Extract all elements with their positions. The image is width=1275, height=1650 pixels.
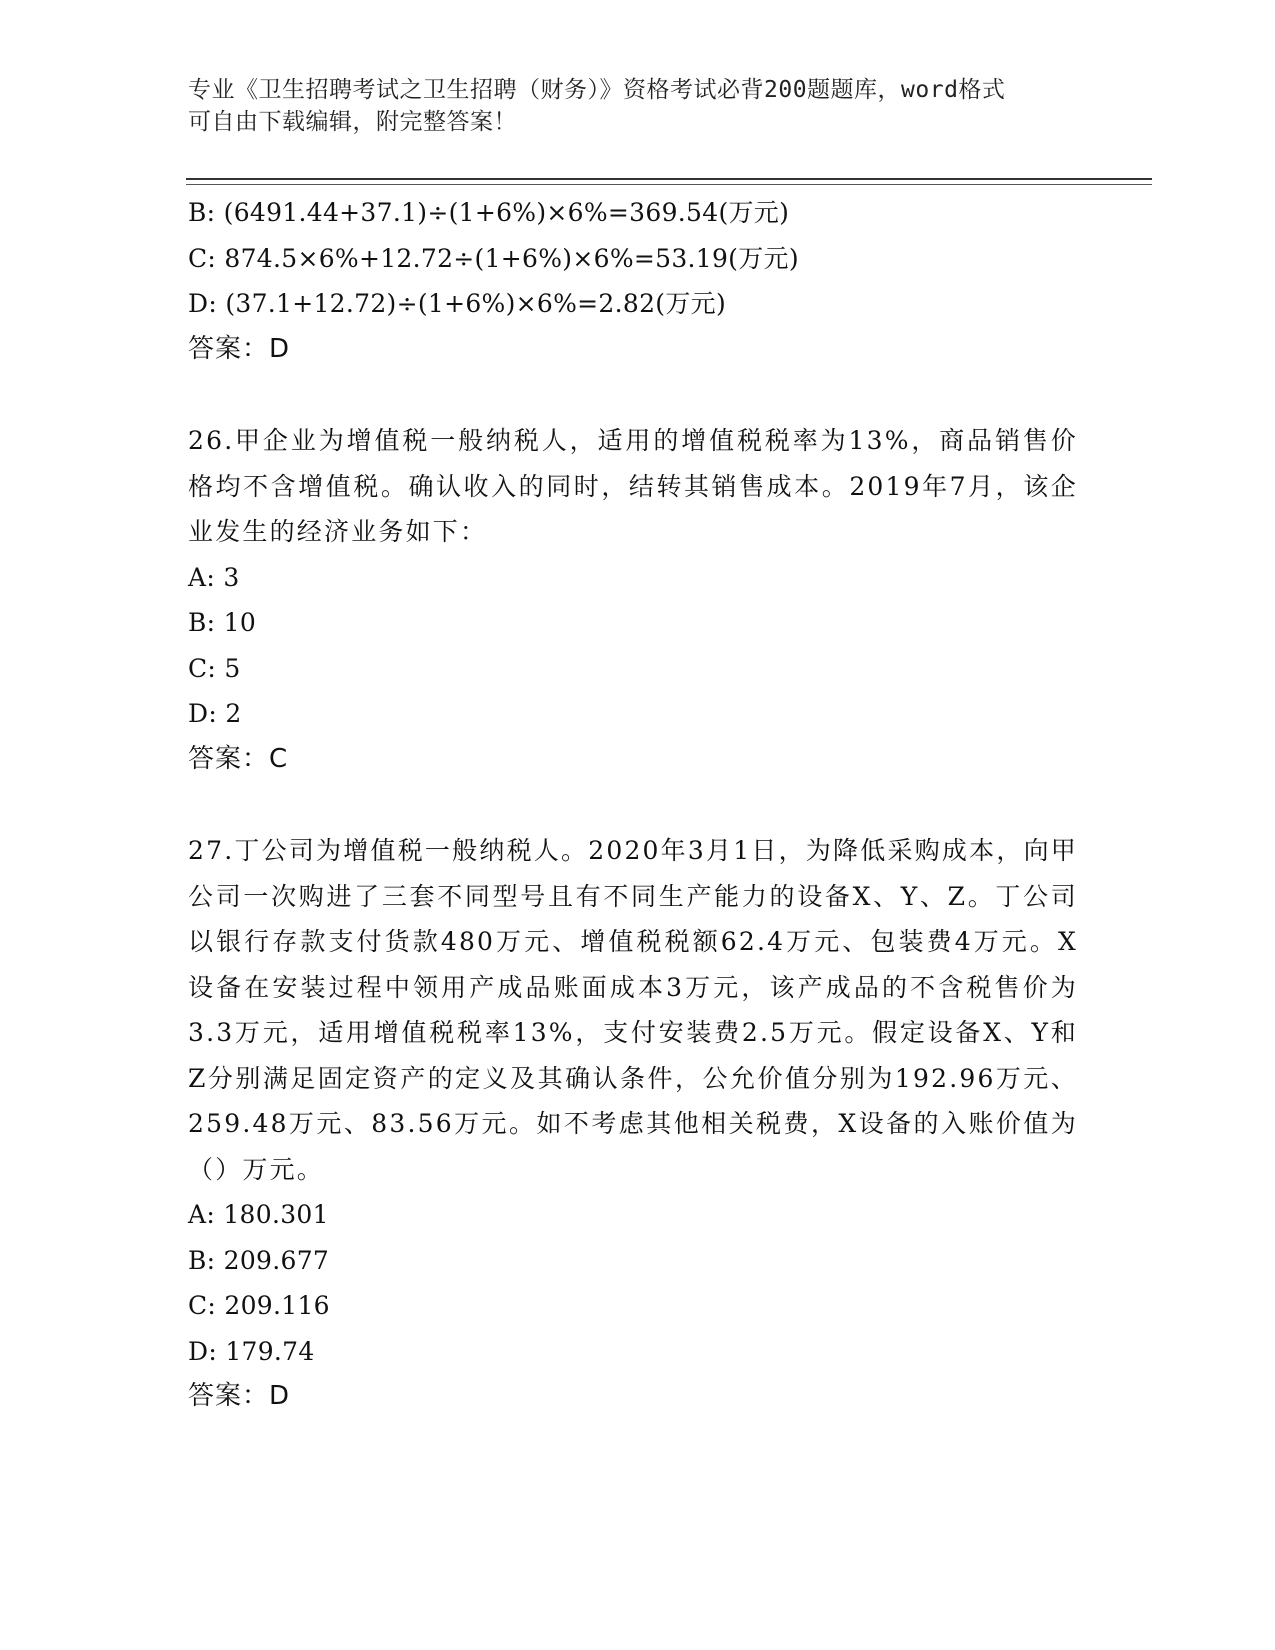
question-26 [188,418,1078,782]
q25-option-b: B: (6491.44+37.1)÷(1+6%)×6%=369.54(万元) [188,198,790,227]
q26-answer: 答案：C [188,743,289,774]
q27-option-d: D: 179.74 [188,1336,315,1366]
q27-option-c: C: 209.116 [188,1291,330,1320]
q26-option-b: B: 10 [188,608,257,637]
spacer [188,372,1078,418]
q26-option-c: C: 5 [188,653,241,683]
q25-answer: 答案：D [188,333,291,364]
header-divider-thin [186,184,1152,185]
q25-option-d: D: (37.1+12.72)÷(1+6%)×6%=2.82(万元) [188,289,726,318]
spacer [188,782,1078,828]
q26-option-d: D: 2 [188,699,242,728]
question-27 [188,828,1078,1420]
q27-answer: 答案：D [188,1381,291,1411]
q25-option-c: C: 874.5×6%+12.72÷(1+6%)×6%=53.19(万元) [188,243,799,273]
q27-option-b: B: 209.677 [188,1245,330,1275]
question-25-tail [188,190,1078,372]
header-line-2: 可自由下载编辑，附完整答案！ [188,109,517,135]
q26-stem: 26.甲企业为增值税一般纳税人，适用的增值税税率为13%，商品销售价格均不含增值税。确认收入的同时，结转其销售成本。2019年7月，该企业发生的经济业务如下： [188,426,1078,546]
q26-option-a: A: 3 [188,562,240,592]
q27-stem: 27.丁公司为增值税一般纳税人。2020年3月1日，为降低采购成本，向甲公司一次购进了三套不同型号且有不同生产能力的设备X、Y、Z。丁公司以银行存款支付货款480万元、增值税税额62.4万元、包装费4万元。X设备在安装过程中领用产成品账面成本3万元，该产成品的不含税售价为3.3万元，适用增值税税率13%，支付安装费2.5万元。假定设备X、Y和Z分别满足固定资产的定义及其确认条件，公允价值分别为192.96万元、259.48万元、83.56万元。如不考虑其他相关税费，X设备的入账价值为（）万元。 [188,836,1078,1184]
document-header [188,74,1068,138]
header-line-1: 专业《卫生招聘考试之卫生招聘（财务）》资格考试必背200题题库，word格式 [188,77,1006,103]
header-divider-thick [186,178,1152,180]
page-content [188,190,1078,1420]
q27-option-a: A: 180.301 [188,1200,329,1229]
